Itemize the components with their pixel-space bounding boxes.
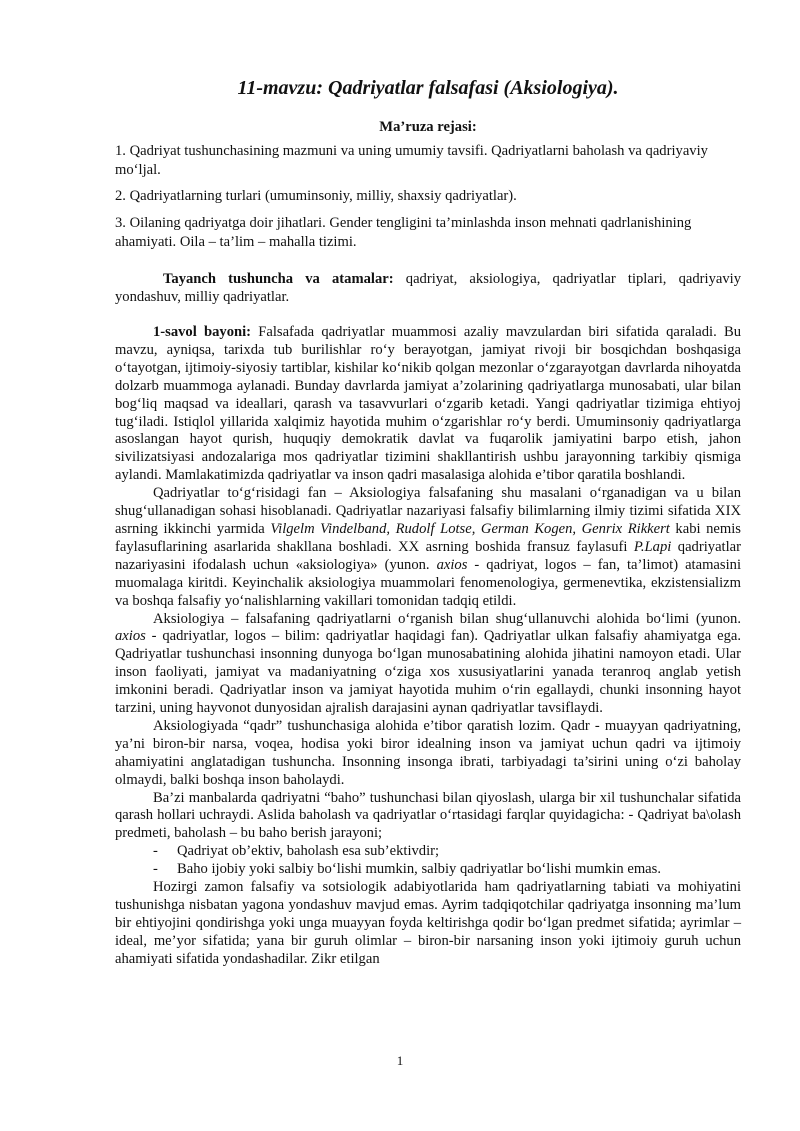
paragraph-qadr: Aksiologiyada “qadr” tushunchasiga alohida e’tibor qaratish lozim. Qadr - muayyan qadriyatning, ya’ni biron-bir narsa, voqea, hodisa yoki biror idealning inson va jamiyat uchun qadri va ijtimoiy ahamiyatini anglatadigan tushuncha. Insonning insonga ibrati, tarbiyadagi ta’sirini uning o‘zi baholay olmaydi, balki boshqa inson baholaydi. xyxy=(115,717,741,788)
keywords-label: Tayanch tushuncha va atamalar: xyxy=(163,271,394,287)
paragraph-axiology-history xyxy=(115,485,741,610)
keywords-text: qadriyat, aksiologiya, qadriyatlar tiplari, qadriyaviy yondashuv, milliy qadriyatlar. xyxy=(115,271,741,305)
page-number: 1 xyxy=(396,1053,404,1068)
keywords-paragraph xyxy=(115,270,741,306)
plan-item-3: 3. Oilaning qadriyatga doir jihatlari. Gender tengligini ta’minlashda inson mehnati qadrlanishining ahamiyati. Oila – ta’lim – mahalla tizimi. xyxy=(115,215,692,250)
paragraph-baho: Ba’zi manbalarda qadriyatni “baho” tushunchasi bilan qiyoslash, ularga bir xil tushunchalar sifatida qarash hollari uchraydi. Aslida baholash va qadriyatlar o‘rtasidagi farqlar quyidagicha: - Qadriyat ba\olash predmeti, baholash – bu baho berish jarayoni; xyxy=(115,789,741,842)
dash-mark: - xyxy=(153,843,158,860)
plan-heading: Ma’ruza rejasi: xyxy=(379,119,477,135)
plan-item-1: 1. Qadriyat tushunchasining mazmuni va uning umumiy tavsifi. Qadriyatlarni baholash va qadriyaviy mo‘ljal. xyxy=(115,143,708,178)
philosopher-names: Vilgelm Vindelband, Rudolf Lotse, German Kogen, Genrix Rikkert xyxy=(270,520,670,537)
dash-item-text: Qadriyat ob’ektiv, baholash esa sub’ektivdir; xyxy=(177,843,440,860)
text-span: - qadriyat, logos – fan, ta’limot) atamasini muomalaga kiritdi. Keyinchalik aksiologiya muammolari fenomenologiya, germenevtika, ekzistensializm va boshqa falsafiy yo‘nalishlarning vakillari tomonidan tadqiq etildi. xyxy=(115,556,741,609)
text-span: - qadriyatlar, logos – bilim: qadriyatlar haqidagi fan). Qadriyatlar ulkan falsafiy ahamiyatga ega. Qadriyatlar tushunchasi insonning dunyoga bo‘lgan munosabatining alohida jihatini namoyon etadi. Ular inson faoliyati, jamiyat va madaniyatning o‘ziga xos xususiyatlarini yanada teranroq anglab yetish imkonini beradi. Qadriyatlar inson va jamiyat hayotida muhim o‘rin egallaydi, chunki insonning hayot tarzini, uning hayvonot dunyosidan ajralish darajasini aynan qadriyatlar tavsiflaydi. xyxy=(115,628,741,717)
axios-term: axios xyxy=(115,628,146,645)
axios-term: axios xyxy=(436,556,468,573)
dash-item xyxy=(115,861,741,879)
paragraph-question-1 xyxy=(115,324,741,485)
text-span: kabi nemis faylasuflarining asarlarida shakllana boshladi. XX asrning boshida fransuz faylasufi xyxy=(115,520,741,555)
lecture-title: 11-mavzu: Qadriyatlar falsafasi (Aksiologiya). xyxy=(237,77,619,99)
question-1-text: Falsafada qadriyatlar muammosi azaliy mavzulardan biri sifatida qaraladi. Bu mavzu, ayniqsa, tarixda tub burilishlar ro‘y berayotgan, jamiyat rivoji bir bosqichdan boshqasiga o‘tayotgan, ijtimoiy-siyosiy tartiblar, kishilar ko‘nikib qolgan mezonlar o‘zgarayotgan davrlarda nihoyatda dolzarb muammoga aylanadi. Bunday davrlarda jamiyat a’zolarining qadriyatlarga munosabati, ular bilan bog‘liq maqsad va ideallari, qarash va tasavvurlari o‘zgarib ketadi. Yangi qadriyatlar tizimiga ehtiyoj tug‘iladi. Istiqlol yillarida xalqimiz hayotida muhim o‘zgarishlar ro‘y berdi. Umuminsoniy qadriyatlarga asoslangan hayot qurish, huquqiy demokratik davlat va fuqarolik jamiyatini barpo etish, jahon sivilizatsiyasi andozalariga mos qadriyatlar tizimini shakllantirish ushbu jarayonning tarkibiy qismiga aylandi. Mamlakatimizda qadriyatlar va inson qadri masalasiga alohida e’tibor qaratila boshlandi. xyxy=(115,324,741,484)
text-span: Aksiologiya – falsafaning qadriyatlarni o‘rganish bilan shug‘ullanuvchi alohida bo‘limi (yunon. xyxy=(153,610,741,627)
paragraph-approaches: Hozirgi zamon falsafiy va sotsiologik adabiyotlarida ham qadriyatlarning tabiati va mohiyatini tushunishga nisbatan yagona yondashuv mavjud emas. Ayrim tadqiqotchilar qadriyatga insonning ma’lum bir ehtiyojini qondirishga yoki unga muayyan foyda keltirishga qodir bo‘lgan predmet sifatida; ayrimlar – ideal, me’yor sifatida; yana bir guruh olimlar – biron-bir narsaning inson yoki ijtimoiy guruh uchun ahamiyati sifatida yondashadilar. Zikr etilgan xyxy=(115,879,741,967)
lapi-name: P.Lapi xyxy=(633,538,672,555)
dash-item xyxy=(115,843,741,861)
dash-item-text: Baho ijobiy yoki salbiy bo‘lishi mumkin, salbiy qadriyatlar bo‘lishi mumkin emas. xyxy=(177,861,661,878)
text-span: Qadriyatlar to‘g‘risidagi fan – Aksiologiya falsafaning shu masalani o‘rganadigan va u bilan shug‘ullanadigan sohasi hisoblanadi. Qadriyatlar nazariyasi falsafiy bilimlarning ilmiy tizimi sifatida XIX asrning ikkinchi yarmida xyxy=(115,485,741,537)
dash-mark: - xyxy=(153,861,158,878)
paragraph-axiology-definition xyxy=(115,611,741,718)
text-span: qadriyatlar nazariyasini ifodalash uchun «aksiologiya» (yunon. xyxy=(115,538,741,573)
plan-item-2: 2. Qadriyatlarning turlari (umuminsoniy, milliy, shaxsiy qadriyatlar). xyxy=(115,188,517,204)
body-text xyxy=(115,324,741,969)
question-1-label: 1-savol bayoni: xyxy=(153,324,252,340)
